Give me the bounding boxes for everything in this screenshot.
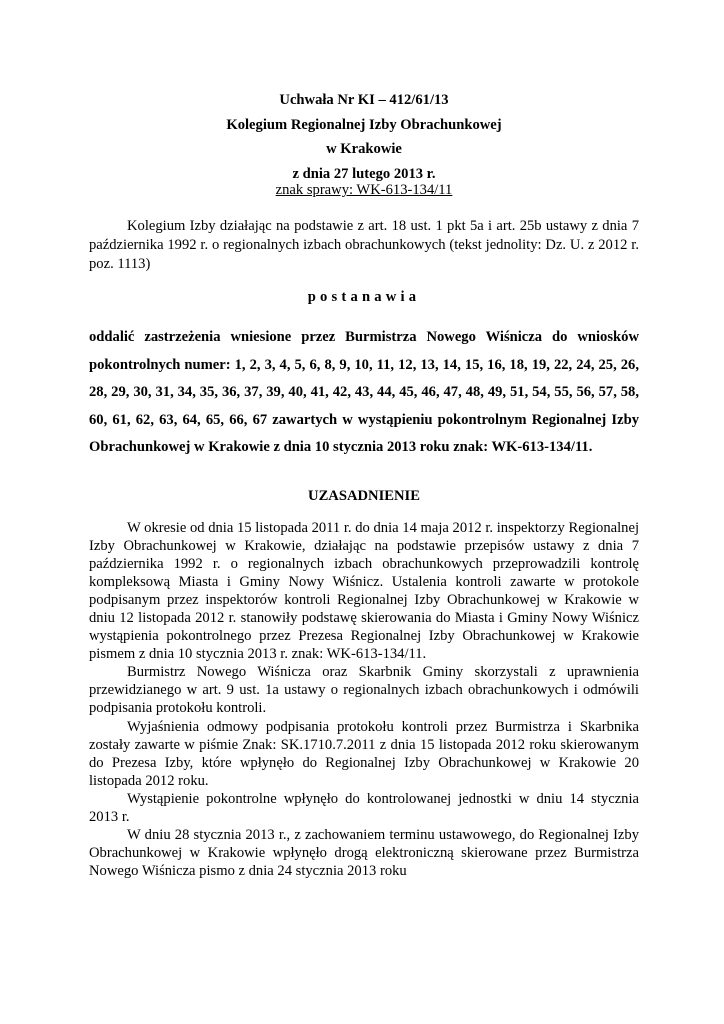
justification-paragraph: W dniu 28 stycznia 2013 r., z zachowaniem terminu ustawowego, do Regionalnej Izby Obrachunkowej w Krakowie wpłynęło drogą elektroniczną skierowane przez Burmistrza Nowego Wiśnicza pismo z dnia 24 stycznia 2013 roku <box>89 827 639 880</box>
document-page <box>89 88 639 880</box>
justification-paragraph: Burmistrz Nowego Wiśnicza oraz Skarbnik Gminy skorzystali z uprawnienia przewidzianego w art. 9 ust. 1a ustawy o regionalnych izbach obrachunkowych i odmówili podpisania protokołu kontroli. <box>89 664 639 717</box>
resolution-date: z dnia 27 lutego 2013 r. <box>292 165 436 182</box>
justification-paragraph: Wystąpienie pokontrolne wpłynęło do kontrolowanej jednostki w dniu 14 stycznia 2013 r. <box>89 790 639 825</box>
issuing-body: Kolegium Regionalnej Izby Obrachunkowej <box>226 116 502 133</box>
resolution-header <box>89 88 639 186</box>
decision-heading: postanawia <box>307 289 421 305</box>
justification-title: UZASADNIENIE <box>308 487 420 504</box>
case-reference: znak sprawy: WK-613-134/11 <box>275 182 453 198</box>
decision-text: oddalić zastrzeżenia wniesione przez Burmistrza Nowego Wiśnicza do wniosków pokontrolnych numer: 1, 2, 3, 4, 5, 6, 8, 9, 10, 11, 12, 13, 14, 15, 16, 18, 19, 22, 24, 25, 26, 28, 29, 30, 31, 34, 35, 36, 37, 39, 40, 41, 42, 43, 44, 45, 46, 47, 48, 49, 51, 54, 55, 56, 57, 58, 60, 61, 62, 63, 64, 65, 66, 67 zawartych w wystąpieniu pokontrolnym Regionalnej Izby Obrachunkowej w Krakowie z dnia 10 stycznia 2013 roku znak: WK-613-134/11. <box>89 329 639 455</box>
resolution-number: Uchwała Nr KI – 412/61/13 <box>279 92 449 108</box>
justification-paragraph: Wyjaśnienia odmowy podpisania protokołu kontroli przez Burmistrza i Skarbnika zostały zawarte w piśmie Znak: SK.1710.7.2011 z dnia 15 listopada 2012 roku skierowanym do Prezesa Izby, które wpłynęło do Regionalnej Izby Obrachunkowej w Krakowie 20 listopada 2012 roku. <box>89 718 639 789</box>
justification-body <box>89 519 639 881</box>
issuing-city: w Krakowie <box>326 141 402 157</box>
legal-basis-paragraph: Kolegium Izby działając na podstawie z art. 18 ust. 1 pkt 5a i art. 25b ustawy z dnia 7 października 1992 r. o regionalnych izbach obrachunkowych (tekst jednolity: Dz. U. z 2012 r. poz. 1113) <box>89 218 639 272</box>
justification-paragraph: W okresie od dnia 15 listopada 2011 r. do dnia 14 maja 2012 r. inspektorzy Regionalnej Izby Obrachunkowej w Krakowie, działając na podstawie przepisów ustawy z dnia 7 października 1992 r. o regionalnych izbach obrachunkowych przeprowadzili kontrolę kompleksową Miasta i Gminy Nowy Wiśnicz. Ustalenia kontroli zawarte w protokole podpisanym przez inspektorów kontroli Regionalnej Izby Obrachunkowej w Krakowie w dniu 12 listopada 2012 r. stanowiły podstawę skierowania do Miasta i Gminy Nowy Wiśnicz wystąpienia pokontrolnego przez Prezesa Regionalnej Izby Obrachunkowej w Krakowie pismem z dnia 10 stycznia 2013 r. znak: WK-613-134/11. <box>89 519 639 663</box>
